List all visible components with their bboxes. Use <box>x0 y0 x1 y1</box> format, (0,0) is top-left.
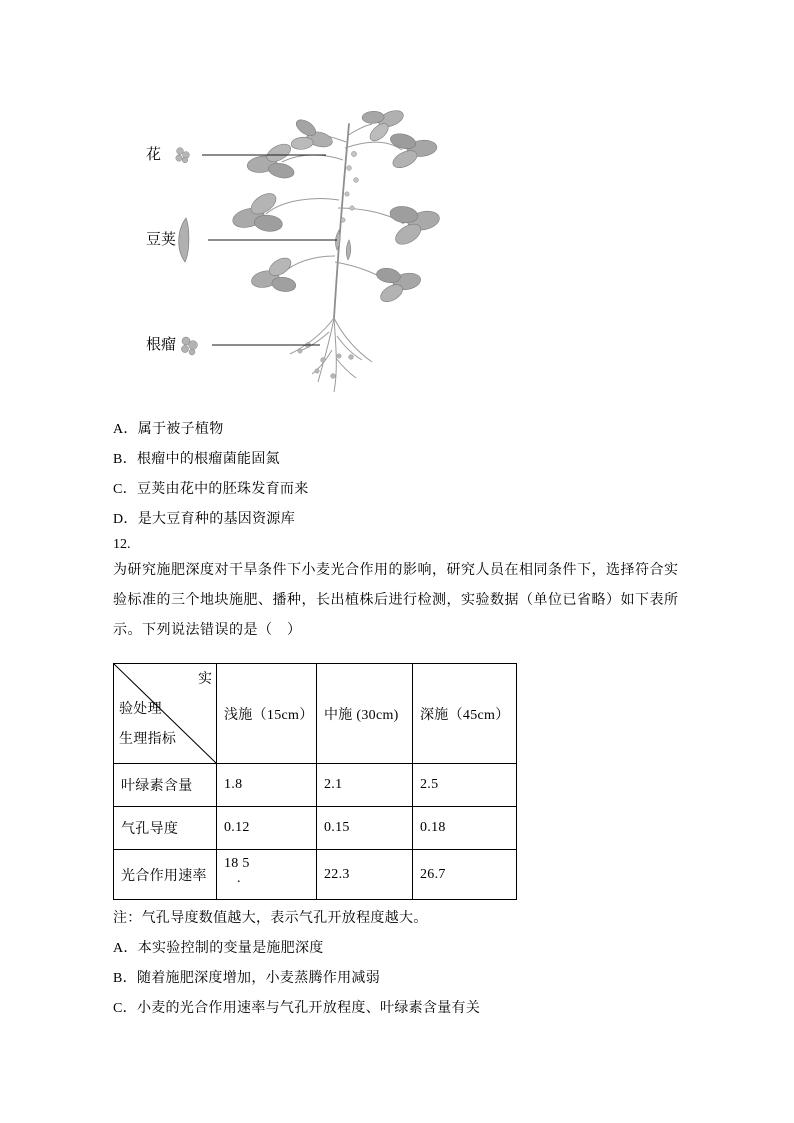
question11-option-c: C．豆荚由花中的胚珠发育而来 <box>113 482 309 497</box>
question12-option-a: A．本实验控制的变量是施肥深度 <box>113 941 324 956</box>
cell-stomatal-shallow: 0.12 <box>217 807 317 850</box>
corner-label-treatment-part1: 实 <box>198 672 213 687</box>
question12-option-c: C．小麦的光合作用速率与气孔开放程度、叶绿素含量有关 <box>113 1001 481 1016</box>
col-header-middle: 中施 (30cm) <box>317 664 413 764</box>
question12-number: 12. <box>113 537 131 552</box>
question11-option-d: D．是大豆育种的基因资源库 <box>113 512 296 527</box>
nodule-thumbnail <box>181 337 197 355</box>
cell-photosynthesis-shallow <box>217 850 317 900</box>
corner-label-treatment-part2: 验处理 <box>119 702 162 717</box>
figure-label-nodule: 根瘤 <box>146 337 177 353</box>
cell-chlorophyll-deep: 2.5 <box>413 764 517 807</box>
question11-option-b: B．根瘤中的根瘤菌能固氮 <box>113 452 280 467</box>
figure-label-flower: 花 <box>146 147 162 163</box>
figure-connector-lines <box>202 155 337 345</box>
experiment-data-table <box>113 663 517 900</box>
cell-stomatal-middle: 0.15 <box>317 807 413 850</box>
row-label-chlorophyll: 叶绿素含量 <box>114 764 217 807</box>
question12-stem <box>113 556 693 646</box>
stem-line-1: 为研究施肥深度对干旱条件下小麦光合作用的影响，研究人员在相同条件下，选择符合实 <box>113 563 679 578</box>
corner-label-indicator: 生理指标 <box>119 732 177 747</box>
cell-value-line1: 18 5 <box>224 856 250 871</box>
question11-option-a: A．属于被子植物 <box>113 422 224 437</box>
stem-line-2: 验标准的三个地块施肥、播种，长出植株后进行检测，实验数据（单位已省略）如下表所 <box>113 593 679 608</box>
cell-photosynthesis-deep: 26.7 <box>413 850 517 900</box>
cell-value-line2: . <box>237 871 241 886</box>
question11-options <box>113 415 309 535</box>
row-label-stomatal: 气孔导度 <box>114 807 217 850</box>
plant-illustration <box>130 108 470 408</box>
table-note: 注：气孔导度数值越大，表示气孔开放程度越大。 <box>113 911 428 926</box>
cell-stomatal-deep: 0.18 <box>413 807 517 850</box>
cell-chlorophyll-middle: 2.1 <box>317 764 413 807</box>
col-header-shallow: 浅施（15cm） <box>217 664 317 764</box>
pod-thumbnail <box>179 218 189 262</box>
table-corner-cell <box>114 664 217 764</box>
figure-label-pod: 豆荚 <box>146 232 177 248</box>
flower-thumbnail <box>176 148 190 163</box>
cell-chlorophyll-shallow: 1.8 <box>217 764 317 807</box>
question12-options <box>113 934 480 1024</box>
table-row <box>114 764 517 807</box>
question12-option-b: B．随着施肥深度增加，小麦蒸腾作用减弱 <box>113 971 381 986</box>
soybean-plant-figure <box>130 108 470 408</box>
table-row <box>114 807 517 850</box>
cell-photosynthesis-middle: 22.3 <box>317 850 413 900</box>
row-label-photosynthesis: 光合作用速率 <box>114 850 217 900</box>
stem-line-3: 示。下列说法错误的是（ ） <box>113 623 302 638</box>
table-row <box>114 850 517 900</box>
col-header-deep: 深施（45cm） <box>413 664 517 764</box>
